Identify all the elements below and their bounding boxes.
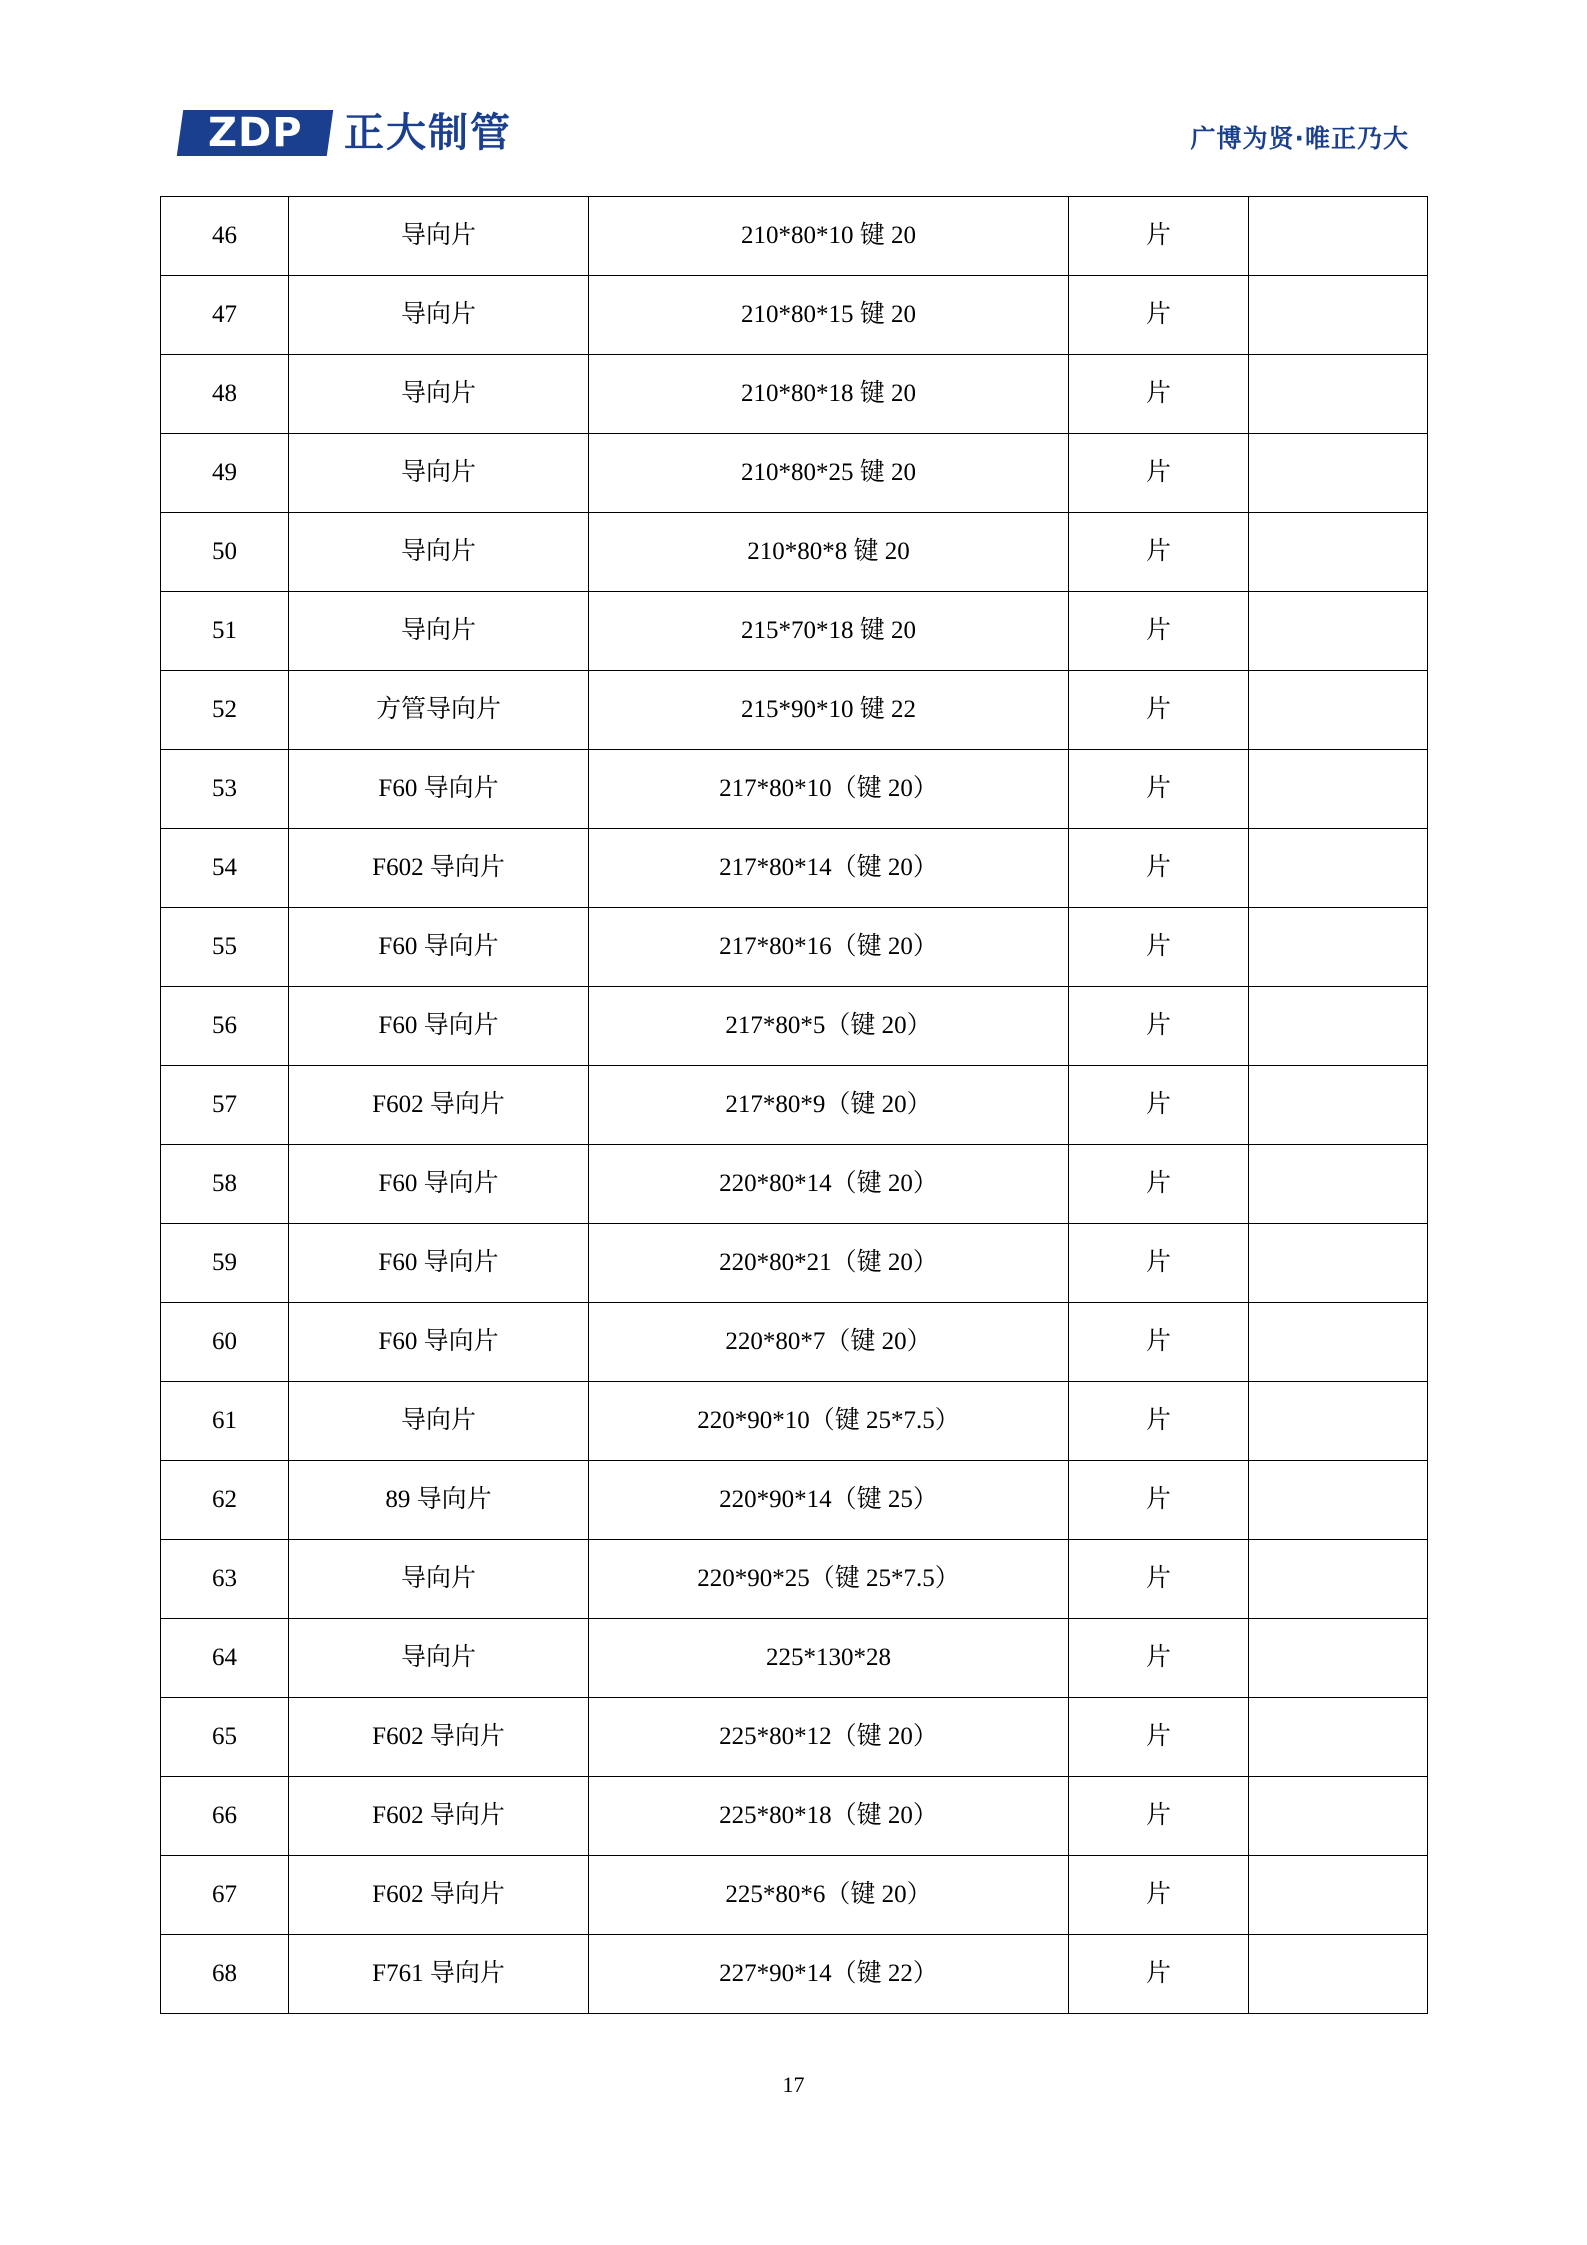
cell-name: F602 导向片 — [289, 1777, 589, 1856]
cell-spec: 220*80*14（键 20） — [589, 1145, 1069, 1224]
cell-qty — [1249, 592, 1428, 671]
cell-unit: 片 — [1069, 671, 1249, 750]
cell-spec: 220*90*10（键 25*7.5） — [589, 1382, 1069, 1461]
cell-qty — [1249, 1698, 1428, 1777]
cell-index: 56 — [161, 987, 289, 1066]
table-row — [161, 750, 1428, 829]
cell-unit: 片 — [1069, 592, 1249, 671]
cell-qty — [1249, 513, 1428, 592]
cell-index: 49 — [161, 434, 289, 513]
cell-index: 52 — [161, 671, 289, 750]
cell-name: F602 导向片 — [289, 1066, 589, 1145]
cell-unit: 片 — [1069, 1224, 1249, 1303]
cell-name: F60 导向片 — [289, 750, 589, 829]
page-footer — [0, 2072, 1587, 2098]
table-row — [161, 1856, 1428, 1935]
cell-qty — [1249, 750, 1428, 829]
cell-spec: 220*90*14（键 25） — [589, 1461, 1069, 1540]
cell-index: 66 — [161, 1777, 289, 1856]
cell-index: 65 — [161, 1698, 289, 1777]
company-slogan: 广博为贤·唯正乃大 — [1190, 124, 1409, 153]
cell-index: 47 — [161, 276, 289, 355]
cell-qty — [1249, 1856, 1428, 1935]
cell-qty — [1249, 1145, 1428, 1224]
cell-name: F60 导向片 — [289, 987, 589, 1066]
table-row — [161, 197, 1428, 276]
cell-unit: 片 — [1069, 1461, 1249, 1540]
logo-company-name: 正大制管 — [344, 110, 512, 156]
cell-index: 46 — [161, 197, 289, 276]
cell-index: 58 — [161, 1145, 289, 1224]
cell-index: 57 — [161, 1066, 289, 1145]
cell-unit: 片 — [1069, 355, 1249, 434]
cell-unit: 片 — [1069, 1856, 1249, 1935]
table-row — [161, 671, 1428, 750]
cell-spec: 220*90*25（键 25*7.5） — [589, 1540, 1069, 1619]
cell-qty — [1249, 1066, 1428, 1145]
cell-unit: 片 — [1069, 1066, 1249, 1145]
cell-spec: 210*80*8 键 20 — [589, 513, 1069, 592]
cell-qty — [1249, 276, 1428, 355]
cell-spec: 225*130*28 — [589, 1619, 1069, 1698]
company-logo — [178, 105, 512, 161]
cell-name: F60 导向片 — [289, 908, 589, 987]
cell-index: 59 — [161, 1224, 289, 1303]
cell-spec: 210*80*25 键 20 — [589, 434, 1069, 513]
table-row — [161, 434, 1428, 513]
cell-unit: 片 — [1069, 1777, 1249, 1856]
cell-name: 导向片 — [289, 434, 589, 513]
cell-index: 53 — [161, 750, 289, 829]
table-row — [161, 1777, 1428, 1856]
cell-index: 51 — [161, 592, 289, 671]
cell-index: 64 — [161, 1619, 289, 1698]
cell-spec: 217*80*16（键 20） — [589, 908, 1069, 987]
page-number: 17 — [782, 2072, 805, 2097]
cell-name: 89 导向片 — [289, 1461, 589, 1540]
cell-qty — [1249, 1224, 1428, 1303]
cell-qty — [1249, 987, 1428, 1066]
cell-name: 方管导向片 — [289, 671, 589, 750]
cell-spec: 225*80*18（键 20） — [589, 1777, 1069, 1856]
parts-table-container — [160, 196, 1427, 2014]
cell-qty — [1249, 434, 1428, 513]
table-row — [161, 1303, 1428, 1382]
cell-unit: 片 — [1069, 1540, 1249, 1619]
cell-unit: 片 — [1069, 1619, 1249, 1698]
cell-spec: 217*80*5（键 20） — [589, 987, 1069, 1066]
table-row — [161, 1540, 1428, 1619]
cell-spec: 215*70*18 键 20 — [589, 592, 1069, 671]
cell-index: 55 — [161, 908, 289, 987]
table-row — [161, 1461, 1428, 1540]
cell-spec: 210*80*18 键 20 — [589, 355, 1069, 434]
table-row — [161, 513, 1428, 592]
cell-spec: 220*80*7（键 20） — [589, 1303, 1069, 1382]
cell-unit: 片 — [1069, 1145, 1249, 1224]
cell-index: 62 — [161, 1461, 289, 1540]
cell-index: 68 — [161, 1935, 289, 2014]
cell-unit: 片 — [1069, 987, 1249, 1066]
table-row — [161, 987, 1428, 1066]
table-row — [161, 592, 1428, 671]
cell-spec: 210*80*15 键 20 — [589, 276, 1069, 355]
cell-name: F60 导向片 — [289, 1303, 589, 1382]
cell-unit: 片 — [1069, 434, 1249, 513]
cell-qty — [1249, 908, 1428, 987]
table-row — [161, 1224, 1428, 1303]
cell-index: 60 — [161, 1303, 289, 1382]
cell-unit: 片 — [1069, 1935, 1249, 2014]
cell-spec: 217*80*10（键 20） — [589, 750, 1069, 829]
cell-unit: 片 — [1069, 750, 1249, 829]
cell-qty — [1249, 1382, 1428, 1461]
parts-table — [160, 196, 1428, 2014]
cell-index: 67 — [161, 1856, 289, 1935]
table-row — [161, 1619, 1428, 1698]
cell-unit: 片 — [1069, 1698, 1249, 1777]
table-row — [161, 1382, 1428, 1461]
cell-qty — [1249, 1619, 1428, 1698]
cell-qty — [1249, 671, 1428, 750]
cell-index: 50 — [161, 513, 289, 592]
cell-qty — [1249, 1777, 1428, 1856]
table-row — [161, 355, 1428, 434]
cell-name: F602 导向片 — [289, 1698, 589, 1777]
cell-name: 导向片 — [289, 513, 589, 592]
table-row — [161, 1145, 1428, 1224]
cell-qty — [1249, 1461, 1428, 1540]
cell-spec: 225*80*6（键 20） — [589, 1856, 1069, 1935]
cell-spec: 215*90*10 键 22 — [589, 671, 1069, 750]
parts-table-body — [161, 197, 1428, 2014]
cell-unit: 片 — [1069, 1303, 1249, 1382]
cell-unit: 片 — [1069, 276, 1249, 355]
table-row — [161, 1698, 1428, 1777]
cell-unit: 片 — [1069, 829, 1249, 908]
cell-index: 54 — [161, 829, 289, 908]
logo-mark-text: ZDP — [207, 110, 303, 156]
cell-name: F602 导向片 — [289, 1856, 589, 1935]
cell-spec: 227*90*14（键 22） — [589, 1935, 1069, 2014]
cell-name: 导向片 — [289, 1619, 589, 1698]
cell-name: F602 导向片 — [289, 829, 589, 908]
cell-spec: 220*80*21（键 20） — [589, 1224, 1069, 1303]
table-row — [161, 276, 1428, 355]
cell-name: F60 导向片 — [289, 1145, 589, 1224]
table-row — [161, 829, 1428, 908]
cell-name: 导向片 — [289, 592, 589, 671]
cell-qty — [1249, 1935, 1428, 2014]
cell-unit: 片 — [1069, 908, 1249, 987]
cell-qty — [1249, 1540, 1428, 1619]
cell-index: 63 — [161, 1540, 289, 1619]
table-row — [161, 908, 1428, 987]
cell-unit: 片 — [1069, 1382, 1249, 1461]
cell-name: F60 导向片 — [289, 1224, 589, 1303]
cell-unit: 片 — [1069, 513, 1249, 592]
cell-spec: 217*80*14（键 20） — [589, 829, 1069, 908]
cell-unit: 片 — [1069, 197, 1249, 276]
table-row — [161, 1066, 1428, 1145]
table-row — [161, 1935, 1428, 2014]
cell-index: 61 — [161, 1382, 289, 1461]
cell-name: 导向片 — [289, 197, 589, 276]
cell-index: 48 — [161, 355, 289, 434]
cell-qty — [1249, 829, 1428, 908]
logo-mark — [178, 110, 332, 156]
cell-spec: 217*80*9（键 20） — [589, 1066, 1069, 1145]
cell-qty — [1249, 355, 1428, 434]
cell-name: 导向片 — [289, 276, 589, 355]
page-header — [0, 105, 1587, 175]
cell-name: 导向片 — [289, 1540, 589, 1619]
cell-name: F761 导向片 — [289, 1935, 589, 2014]
cell-qty — [1249, 197, 1428, 276]
cell-name: 导向片 — [289, 1382, 589, 1461]
cell-spec: 225*80*12（键 20） — [589, 1698, 1069, 1777]
cell-name: 导向片 — [289, 355, 589, 434]
cell-spec: 210*80*10 键 20 — [589, 197, 1069, 276]
cell-qty — [1249, 1303, 1428, 1382]
